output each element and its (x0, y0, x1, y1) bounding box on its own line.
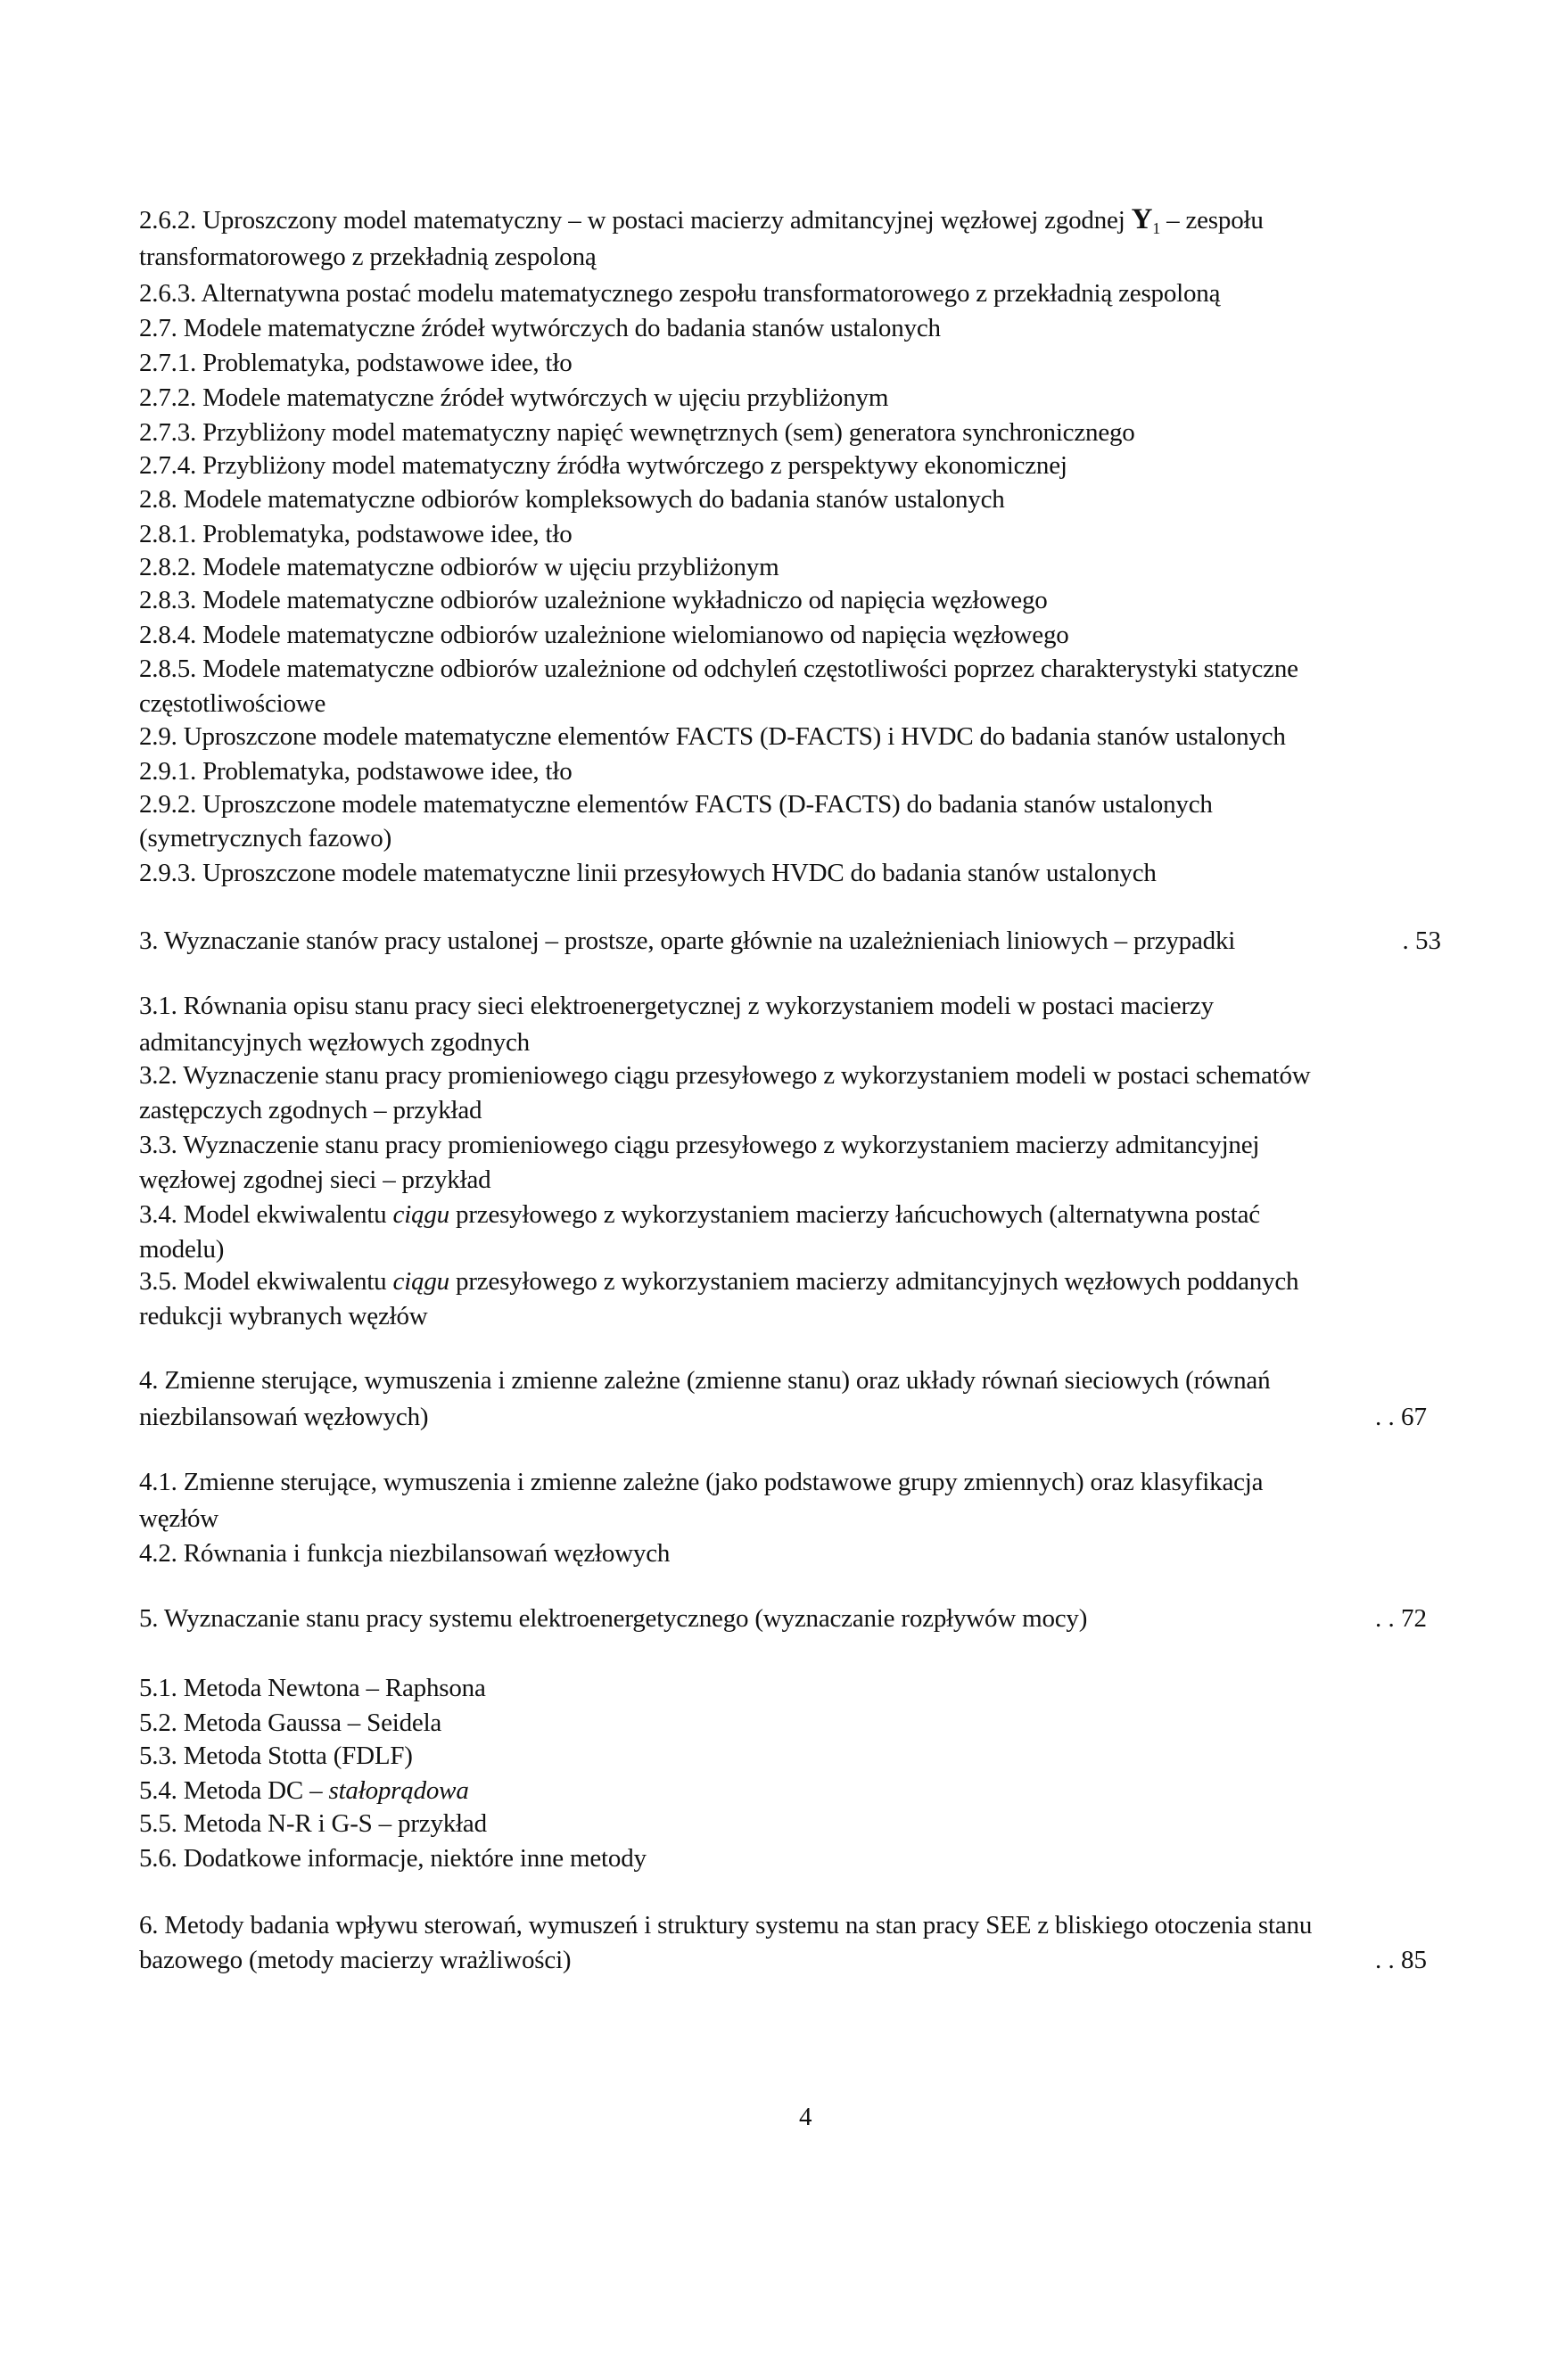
toc-entry (139, 1843, 647, 1874)
toc-entry-text: admitancyjnych węzłowych zgodnych (139, 1028, 530, 1057)
toc-entry (139, 552, 779, 582)
toc-entry (139, 1945, 571, 1975)
toc-entry (139, 1538, 670, 1569)
toc-entry (139, 484, 1005, 515)
toc-entry (139, 1130, 1259, 1160)
toc-entry (139, 348, 573, 378)
matrix-symbol: Y (1131, 203, 1153, 235)
subscript: 1 (1152, 219, 1161, 237)
toc-entry-text: – zespołu (1160, 206, 1264, 235)
toc-entry-text: 2.6.3. Alternatywna postać modelu matematycznego zespołu transformatorowego z przekładnią zespoloną (139, 279, 1221, 308)
toc-entry-text: 2.9. Uproszczone modele matematyczne elementów FACTS (D-FACTS) i HVDC do badania stanów ustalonych (139, 722, 1286, 751)
toc-entry (139, 991, 1214, 1021)
toc-entry (139, 1603, 1087, 1634)
toc-entry-text: 5.4. Metoda DC – (139, 1776, 329, 1805)
toc-entry-text: transformatorowego z przekładnią zespoloną (139, 243, 597, 271)
toc-entry (139, 1165, 490, 1195)
toc-entry-text: 3. Wyznaczanie stanów pracy ustalonej – prostsze, oparte głównie na uzależnieniach liniowych – przypadki (139, 926, 1236, 955)
toc-entry (139, 1775, 469, 1806)
toc-entry-text: węzłów (139, 1504, 218, 1533)
toc-page-ref: . . 67 (1375, 1403, 1427, 1431)
toc-entry-text: (symetrycznych fazowo) (139, 824, 392, 852)
toc-entry (139, 1266, 1298, 1297)
toc-entry-text: modelu) (139, 1235, 225, 1264)
toc-entry-text: 2.8.1. Problematyka, podstawowe idee, tło (139, 520, 573, 548)
toc-entry-text: redukcji wybranych węzłów (139, 1302, 428, 1330)
toc-entry-text: 3.5. Model ekwiwalentu (139, 1267, 393, 1296)
toc-entry (139, 278, 1220, 309)
toc-entry (139, 823, 391, 853)
toc-entry (139, 688, 325, 719)
toc-entry-text: bazowego (metody macierzy wrażliwości) (139, 1946, 572, 1974)
toc-entry-text: przesyłowego z wykorzystaniem macierzy admitancyjnych węzłowych poddanych (449, 1267, 1299, 1296)
toc-entry-text: 3.2. Wyznaczenie stanu pracy promieniowego ciągu przesyłowego z wykorzystaniem modeli w postaci schematów (139, 1061, 1311, 1090)
toc-entry-text: 5.6. Dodatkowe informacje, niektóre inne metody (139, 1844, 647, 1873)
toc-entry (139, 1808, 487, 1839)
toc-entry-text: przesyłowego z wykorzystaniem macierzy łańcuchowych (alternatywna postać (449, 1200, 1260, 1229)
toc-entry-text: 2.8. Modele matematyczne odbiorów kompleksowych do badania stanów ustalonych (139, 485, 1005, 514)
toc-entry-text: 2.8.3. Modele matematyczne odbiorów uzależnione wykładniczo od napięcia węzłowego (139, 586, 1048, 614)
toc-entry-text: 5.1. Metoda Newtona – Raphsona (139, 1674, 486, 1702)
toc-entry-text: 5.3. Metoda Stotta (FDLF) (139, 1742, 413, 1770)
toc-entry-text: niezbilansowań węzłowych) (139, 1403, 429, 1431)
toc-entry (139, 654, 1298, 684)
toc-entry (139, 450, 1067, 481)
toc-entry-text: częstotliwościowe (139, 689, 326, 718)
toc-entry (139, 1027, 530, 1058)
toc-entry-text: 4.1. Zmienne sterujące, wymuszenia i zmienne zależne (jako podstawowe grupy zmiennych) oraz klasyfikacja (139, 1468, 1264, 1496)
toc-entry-text: 2.7.3. Przybliżony model matematyczny napięć wewnętrznych (sem) generatora synchronicznego (139, 418, 1135, 447)
toc-entry-text: 2.8.5. Modele matematyczne odbiorów uzależnione od odchyleń częstotliwości poprzez charakterystyki statyczne (139, 655, 1298, 683)
toc-entry-text: zastępczych zgodnych – przykład (139, 1096, 482, 1124)
toc-entry-text: 4. Zmienne sterujące, wymuszenia i zmienne zależne (zmienne stanu) oraz układy równań sieciowych (równań (139, 1366, 1271, 1395)
toc-entry (139, 1365, 1270, 1396)
toc-entry-text: 2.9.1. Problematyka, podstawowe idee, tło (139, 757, 573, 786)
toc-entry (139, 789, 1213, 819)
toc-entry-text: 2.9.2. Uproszczone modele matematyczne elementów FACTS (D-FACTS) do badania stanów ustalonych (139, 790, 1213, 819)
toc-entry (139, 1503, 218, 1534)
toc-entry (139, 1199, 1260, 1230)
toc-entry (139, 620, 1069, 650)
toc-entry (139, 1708, 441, 1738)
toc-entry (139, 1910, 1312, 1940)
toc-entry-text: stałoprądowa (328, 1776, 469, 1805)
toc-entry-text: ciągu (392, 1267, 449, 1296)
toc-entry-text: 3.1. Równania opisu stanu pracy sieci elektroenergetycznej z wykorzystaniem modeli w postaci macierzy (139, 992, 1214, 1020)
toc-entry (139, 519, 573, 549)
toc-entry (139, 313, 941, 343)
page-number: 4 (799, 2103, 812, 2131)
toc-entry-text: 2.7.4. Przybliżony model matematyczny źródła wytwórczego z perspektywy ekonomicznej (139, 451, 1067, 480)
toc-entry (139, 1741, 413, 1771)
toc-entry (139, 1234, 224, 1264)
toc-entry-text: 2.6.2. Uproszczony model matematyczny – w postaci macierzy admitancyjnej węzłowej zgodnej (139, 206, 1132, 235)
toc-entry (139, 204, 1264, 243)
toc-entry (139, 1673, 486, 1703)
toc-entry (139, 1402, 428, 1432)
toc-entry (139, 1301, 428, 1331)
toc-entry-text: 2.7.1. Problematyka, podstawowe idee, tło (139, 349, 573, 377)
toc-entry-text: 2.7.2. Modele matematyczne źródeł wytwórczych w ujęciu przybliżonym (139, 383, 889, 412)
toc-entry (139, 585, 1048, 615)
toc-entry (139, 417, 1135, 448)
toc-entry-text: 5. Wyznaczanie stanu pracy systemu elektroenergetycznego (wyznaczanie rozpływów mocy) (139, 1604, 1088, 1633)
toc-entry (139, 926, 1235, 956)
toc-entry (139, 1060, 1311, 1091)
toc-entry (139, 1467, 1263, 1497)
toc-entry-text: 5.2. Metoda Gaussa – Seidela (139, 1709, 442, 1737)
toc-entry (139, 242, 597, 272)
toc-entry-text: 6. Metody badania wpływu sterowań, wymuszeń i struktury systemu na stan pracy SEE z bliskiego otoczenia stanu (139, 1911, 1313, 1939)
toc-entry-text: 3.4. Model ekwiwalentu (139, 1200, 393, 1229)
toc-entry-text: węzłowej zgodnej sieci – przykład (139, 1165, 491, 1194)
toc-page-ref: . . 72 (1375, 1604, 1427, 1633)
toc-page-ref: . . 85 (1375, 1946, 1427, 1974)
toc-entry-text: 2.7. Modele matematyczne źródeł wytwórczych do badania stanów ustalonych (139, 314, 941, 342)
toc-entry (139, 1095, 482, 1125)
toc-entry (139, 756, 573, 786)
toc-entry-text: 5.5. Metoda N-R i G-S – przykład (139, 1809, 487, 1838)
toc-entry (139, 858, 1157, 888)
toc-entry-text: 3.3. Wyznaczenie stanu pracy promieniowego ciągu przesyłowego z wykorzystaniem macierzy admitancyjnej (139, 1131, 1260, 1159)
toc-entry (139, 721, 1286, 752)
toc-entry-text: 2.8.4. Modele matematyczne odbiorów uzależnione wielomianowo od napięcia węzłowego (139, 621, 1069, 649)
toc-entry-text: 4.2. Równania i funkcja niezbilansowań węzłowych (139, 1539, 671, 1568)
toc-entry-text: 2.9.3. Uproszczone modele matematyczne linii przesyłowych HVDC do badania stanów ustalonych (139, 859, 1157, 887)
toc-entry-text: 2.8.2. Modele matematyczne odbiorów w ujęciu przybliżonym (139, 553, 779, 581)
toc-entry-text: ciągu (392, 1200, 449, 1229)
toc-page-ref: . 53 (1402, 926, 1441, 955)
toc-entry (139, 383, 888, 413)
